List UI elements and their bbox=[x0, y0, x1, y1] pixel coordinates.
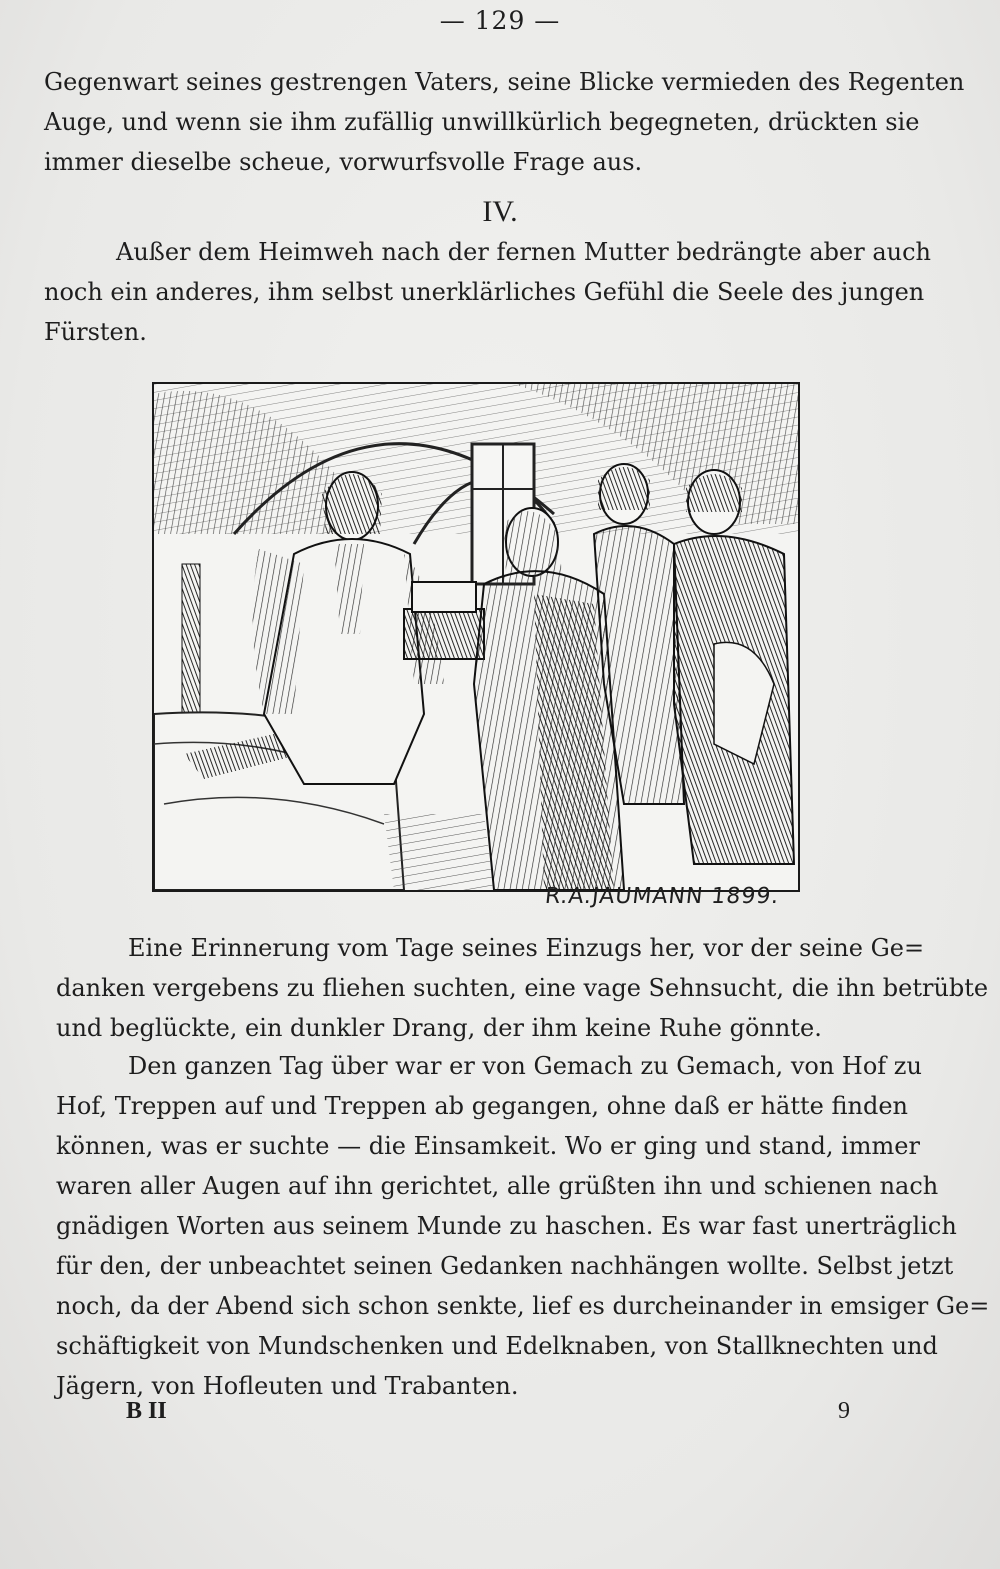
text-line: Eine Erinnerung vom Tage seines Einzugs her, vor der seine Ge= bbox=[128, 934, 925, 962]
text-line: waren aller Augen auf ihn gerichtet, alle grüßten ihn und schienen nach bbox=[56, 1172, 939, 1200]
text-line: Den ganzen Tag über war er von Gemach zu Gemach, von Hof zu bbox=[128, 1052, 922, 1080]
chapter-heading: IV. bbox=[482, 195, 518, 228]
text-line: danken vergebens zu fliehen suchten, eine vage Sehnsucht, die ihn betrübte bbox=[56, 974, 989, 1002]
page-number: — 129 — bbox=[439, 6, 561, 35]
text-line: schäftigkeit von Mundschenken und Edelknaben, von Stallknechten und bbox=[56, 1332, 938, 1360]
paragraph-3 bbox=[56, 928, 989, 1048]
text-line: Auge, und wenn sie ihm zufällig unwillkürlich begegneten, drückten sie bbox=[44, 108, 920, 136]
paragraph-1 bbox=[44, 62, 965, 182]
text-line: Hof, Treppen auf und Treppen ab gegangen, ohne daß er hätte finden bbox=[56, 1092, 908, 1120]
footer-signature-mark: B II bbox=[126, 1398, 167, 1424]
text-line: gnädigen Worten aus seinem Munde zu haschen. Es war fast unerträglich bbox=[56, 1212, 957, 1240]
engraving-illustration bbox=[152, 382, 800, 892]
paragraph-4 bbox=[56, 1046, 990, 1406]
artist-signature: R.A.JAUMANN 1899. bbox=[543, 884, 781, 909]
paragraph-2 bbox=[44, 232, 932, 352]
text-line: noch, da der Abend sich schon senkte, lief es durcheinander in emsiger Ge= bbox=[56, 1292, 990, 1320]
text-line: Außer dem Heimweh nach der fernen Mutter bedrängte aber auch bbox=[116, 238, 932, 266]
text-line: und beglückte, ein dunkler Drang, der ihm keine Ruhe gönnte. bbox=[56, 1014, 822, 1042]
text-line: Jägern, von Hofleuten und Trabanten. bbox=[56, 1372, 519, 1400]
text-line: noch ein anderes, ihm selbst unerklärliches Gefühl die Seele des jungen bbox=[44, 278, 925, 306]
text-line: Fürsten. bbox=[44, 318, 147, 346]
text-line: für den, der unbeachtet seinen Gedanken nachhängen wollte. Selbst jetzt bbox=[56, 1252, 954, 1280]
text-line: immer dieselbe scheue, vorwurfsvolle Frage aus. bbox=[44, 148, 643, 176]
text-line: Gegenwart seines gestrengen Vaters, seine Blicke vermieden des Regenten bbox=[44, 68, 965, 96]
text-line: können, was er suchte — die Einsamkeit. Wo er ging und stand, immer bbox=[56, 1132, 920, 1160]
illustration-drawing bbox=[154, 384, 798, 890]
footer-sheet-number: 9 bbox=[838, 1398, 850, 1424]
